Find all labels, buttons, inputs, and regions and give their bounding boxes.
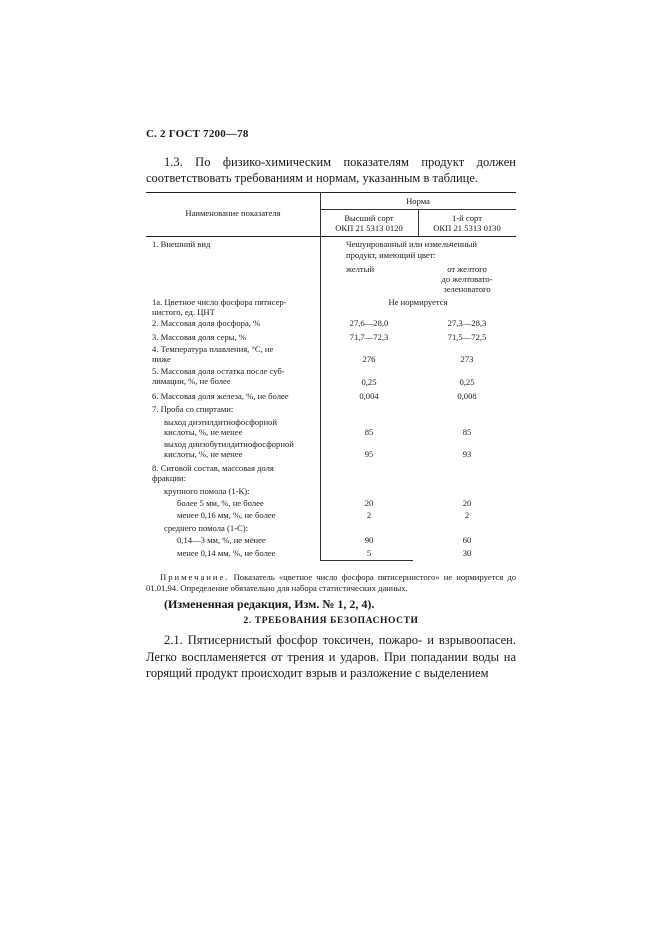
row3-grade1-value: 71,7—72,3 xyxy=(349,332,389,342)
note-text: Показатель «цветное число фосфора пятисернистого» не нормируется до 01.01.94. Определение обязательно для набора статистических данных. xyxy=(146,572,516,593)
row1-common-value-line2: продукт, имеющий цвет: xyxy=(346,250,436,260)
row8a1-name: более 5 мм, %, не более xyxy=(177,498,264,508)
row5-grade1-value: 0,25 xyxy=(361,377,377,387)
row3-grade2-value: 71,5—72,5 xyxy=(447,332,487,342)
row1-common-value-line1: Чешуированный или измельченный xyxy=(346,239,478,249)
grade1-title: Высший сорт xyxy=(344,213,394,223)
row8-name-line2: фракции: xyxy=(152,473,187,483)
row1-grade2-value-line1: от желтого xyxy=(447,264,487,274)
note-label: Примечание. xyxy=(160,572,230,582)
row2-name: 2. Массовая доля фосфора, % xyxy=(152,318,261,328)
section-paragraph: 2.1. Пятисернистый фосфор токсичен, пожаро- и взрывоопасен. Легко воспламеняется от трения и ударов. При попадании воды на горящий продукт происходит взрыв и разложение с выделением xyxy=(146,633,516,680)
revision-note: (Измененная редакция, Изм. № 1, 2, 4). xyxy=(164,597,375,611)
row6-grade2-value: 0,008 xyxy=(457,391,477,401)
row1a-value: Не нормируется xyxy=(388,297,448,307)
row1-grade2-value-line3: зеленоватого xyxy=(443,284,491,294)
row8b1-grade1-value: 90 xyxy=(364,535,374,545)
row2-grade1-value: 27,6—28,0 xyxy=(349,318,389,328)
row8b-name: среднего помола (1-С): xyxy=(164,523,248,533)
row7a-name-line2: кислоты, %, не менее xyxy=(164,427,243,437)
row4-grade1-value: 276 xyxy=(362,354,376,364)
row7b-grade2-value: 93 xyxy=(462,449,472,459)
row8a2-grade1-value: 2 xyxy=(366,510,372,520)
row7a-grade1-value: 85 xyxy=(364,427,374,437)
row1-grade2-value-line2: до желтовато- xyxy=(441,274,493,284)
row7a-grade2-value: 85 xyxy=(462,427,472,437)
section-title: 2. ТРЕБОВАНИЯ БЕЗОПАСНОСТИ xyxy=(243,616,419,626)
row8-name-line1: 8. Ситовой состав, массовая доля xyxy=(152,463,274,473)
row6-grade1-value: 0,004 xyxy=(359,391,379,401)
row7b-name-line2: кислоты, %, не менее xyxy=(164,449,243,459)
row4-grade2-value: 273 xyxy=(460,354,474,364)
row3-name: 3. Массовая доля серы, % xyxy=(152,332,247,342)
row8a2-name: менее 0,16 мм, %, не более xyxy=(177,510,276,520)
row8a2-grade2-value: 2 xyxy=(464,510,470,520)
row7b-grade1-value: 95 xyxy=(364,449,374,459)
row1-name: 1. Внешний вид xyxy=(152,239,211,249)
table-note xyxy=(146,572,516,594)
table-bottom-rule xyxy=(320,560,413,561)
row8b1-grade2-value: 60 xyxy=(462,535,472,545)
row8a1-grade2-value: 20 xyxy=(462,498,472,508)
row7-name: 7. Проба со спиртами: xyxy=(152,404,234,414)
grade1-code: ОКП 21 5313 0120 xyxy=(335,223,403,233)
row4-name-line1: 4. Температура плавления, °С, не xyxy=(152,344,274,354)
grade2-title: 1-й сорт xyxy=(452,213,482,223)
grade2-code: ОКП 21 5313 0130 xyxy=(433,223,501,233)
row6-name: 6. Массовая доля железа, %, не более xyxy=(152,391,289,401)
row5-grade2-value: 0,25 xyxy=(459,377,475,387)
page-header: С. 2 ГОСТ 7200—78 xyxy=(146,128,249,140)
row1a-name-line2: нистого, ед. ЦНТ xyxy=(152,307,215,317)
row8b2-grade1-value: 5 xyxy=(366,548,372,558)
row8a1-grade1-value: 20 xyxy=(364,498,374,508)
column-header-norm: Норма xyxy=(406,196,430,206)
column-header-name: Наименование показателя xyxy=(185,208,281,218)
table-header-rule xyxy=(146,236,516,237)
row1-grade1-value: желтый xyxy=(346,264,375,274)
table-top-rule xyxy=(146,192,516,193)
row4-name-line2: ниже xyxy=(152,354,171,364)
row7a-name-line1: выход диэтилдитиофосфорной xyxy=(164,417,277,427)
row8b2-grade2-value: 30 xyxy=(462,548,472,558)
row8b2-name: менее 0,14 мм, %, не более xyxy=(177,548,276,558)
row8b1-name: 0,14—3 мм, %, не менее xyxy=(177,535,266,545)
row7b-name-line1: выход диизобутилдитиофосфорной xyxy=(164,439,294,449)
row5-name-line2: лимации, %, не более xyxy=(152,376,231,386)
row8a-name: крупного помола (1-К): xyxy=(164,486,250,496)
row5-name-line1: 5. Массовая доля остатка после суб- xyxy=(152,366,285,376)
row2-grade2-value: 27,3—28,3 xyxy=(447,318,487,328)
intro-paragraph: 1.3. По физико-химическим показателям продукт должен соответствовать требованиям и нормам, указанным в таблице. xyxy=(146,155,516,185)
row1a-name-line1: 1а. Цветное число фосфора пятисер- xyxy=(152,297,287,307)
